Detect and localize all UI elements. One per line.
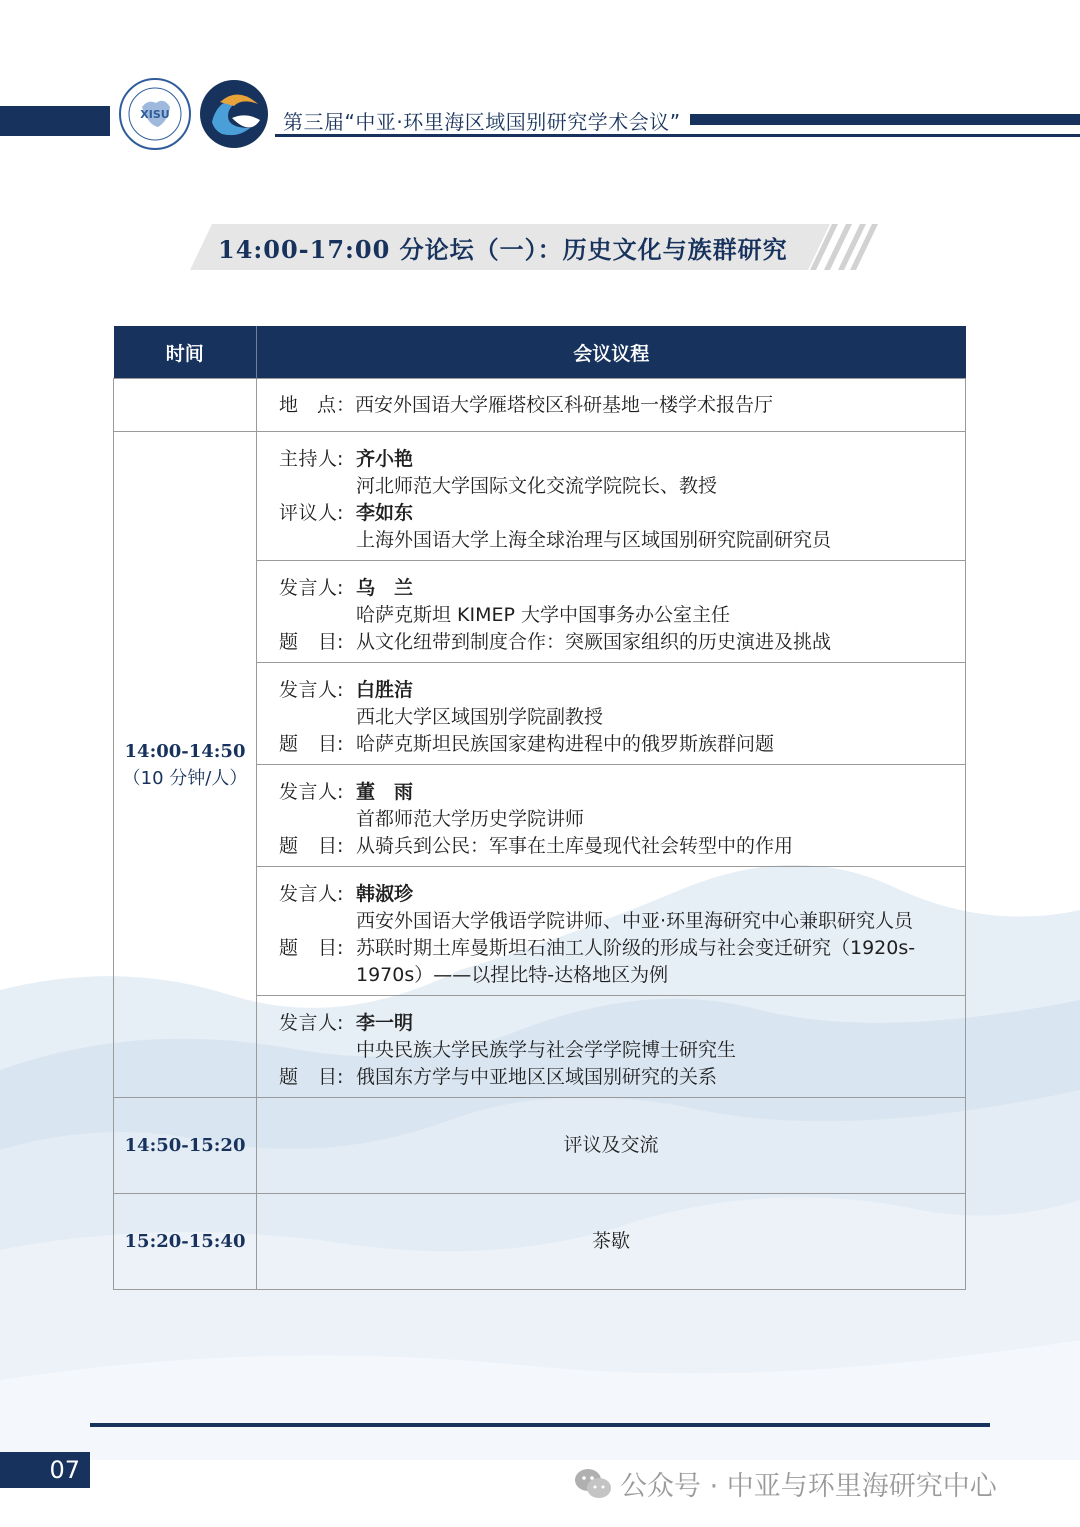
commentator-name: 李如东 bbox=[356, 502, 414, 524]
location-value: 西安外国语大学雁塔校区科研基地一楼学术报告厅 bbox=[355, 394, 774, 416]
speaker-name: 李一明 bbox=[356, 1012, 414, 1034]
speaker-block: 发言人: 李一明 中央民族大学民族学与社会学学院博士研究生 题目: 俄国东方学与中亚地区区域国别研究的关系 bbox=[257, 996, 966, 1098]
wechat-icon bbox=[574, 1468, 612, 1500]
label-speaker: 发言人 bbox=[279, 679, 337, 701]
header-rule-thin bbox=[275, 134, 1080, 137]
label-speaker: 发言人 bbox=[279, 577, 337, 599]
label-speaker: 发言人 bbox=[279, 883, 337, 905]
table-row-discussion bbox=[114, 1098, 966, 1194]
speaker-affiliation: 西安外国语大学俄语学院讲师、中亚·环里海研究中心兼职研究人员 bbox=[356, 910, 914, 932]
speaker-topic: 从骑兵到公民：军事在土库曼现代社会转型中的作用 bbox=[356, 835, 794, 857]
discussion-item: 评议及交流 bbox=[257, 1098, 966, 1194]
speaker-name: 董 雨 bbox=[356, 781, 414, 803]
speaker-affiliation: 哈萨克斯坦 KIMEP 大学中国事务办公室主任 bbox=[356, 604, 730, 626]
speaker-block: 发言人: 白胜洁 西北大学区域国别学院副教授 题目: 哈萨克斯坦民族国家建构进程中的俄罗斯族群问题 bbox=[257, 663, 966, 765]
session-time-cell bbox=[114, 432, 257, 1098]
header-accent-bar bbox=[0, 106, 110, 136]
conference-title: 第三届“中亚·环里海区域国别研究学术会议” bbox=[283, 110, 681, 134]
tea-break-time-cell bbox=[114, 1194, 257, 1290]
label-speaker: 发言人 bbox=[279, 1012, 337, 1034]
header-agenda: 会议议程 bbox=[257, 326, 966, 379]
speaker-affiliation: 西北大学区域国别学院副教授 bbox=[356, 706, 604, 728]
host-block: 主持人: 齐小艳 河北师范大学国际文化交流学院院长、教授 评议人: 李如东 上海外国语大学上海全球治理与区域国别研究院副研究员 bbox=[257, 432, 966, 561]
watermark-text: 公众号 · 中亚与环里海研究中心 bbox=[620, 1471, 997, 1502]
location-cell bbox=[257, 379, 966, 432]
speaker-affiliation: 中央民族大学民族学与社会学学院博士研究生 bbox=[356, 1039, 737, 1061]
table-row-location bbox=[114, 379, 966, 432]
speaker-block: 发言人: 董 雨 首都师范大学历史学院讲师 题目: 从骑兵到公民：军事在土库曼现代社会转型中的作用 bbox=[257, 765, 966, 867]
label-topic: 题目 bbox=[279, 733, 337, 755]
discussion-time: 14:50-15:20 bbox=[124, 1135, 246, 1156]
session-duration: （10 分钟/人） bbox=[122, 767, 248, 789]
label-speaker: 发言人 bbox=[279, 781, 337, 803]
empty-time-cell bbox=[114, 379, 257, 432]
speaker-topic: 俄国东方学与中亚地区区域国别研究的关系 bbox=[356, 1066, 718, 1088]
label-host: 主持人 bbox=[279, 448, 337, 470]
speaker-topic: 苏联时期土库曼斯坦石油工人阶级的形成与社会变迁研究（1920s-1970s）——以捏比特-达格地区为例 bbox=[356, 937, 916, 986]
label-topic: 题目 bbox=[279, 1066, 337, 1088]
table-row-tea-break bbox=[114, 1194, 966, 1290]
banner-stripes bbox=[808, 224, 878, 270]
speaker-name: 白胜洁 bbox=[356, 679, 414, 701]
label-topic: 题目 bbox=[279, 835, 337, 857]
speaker-block: 发言人: 乌 兰 哈萨克斯坦 KIMEP 大学中国事务办公室主任 题目: 从文化纽带到制度合作：突厥国家组织的历史演进及挑战 bbox=[257, 561, 966, 663]
center-swirl-logo bbox=[198, 78, 270, 150]
header-time: 时间 bbox=[114, 326, 257, 379]
agenda-table bbox=[113, 326, 966, 1290]
label-topic: 题目 bbox=[279, 937, 337, 959]
speaker-name: 乌 兰 bbox=[356, 577, 414, 599]
speaker-name: 韩淑珍 bbox=[356, 883, 414, 905]
svg-text:XISU: XISU bbox=[140, 108, 170, 121]
speaker-topic: 哈萨克斯坦民族国家建构进程中的俄罗斯族群问题 bbox=[356, 733, 775, 755]
speaker-affiliation: 首都师范大学历史学院讲师 bbox=[356, 808, 585, 830]
location-label: 地 点： bbox=[279, 394, 356, 416]
wechat-watermark bbox=[574, 1464, 997, 1503]
host-title: 河北师范大学国际文化交流学院院长、教授 bbox=[356, 475, 718, 497]
session-title: 14:00-17:00 分论坛（一）：历史文化与族群研究 bbox=[218, 235, 788, 264]
speaker-block: 发言人: 韩淑珍 西安外国语大学俄语学院讲师、中亚·环里海研究中心兼职研究人员 题目: 苏联时期土库曼斯坦石油工人阶级的形成与社会变迁研究（1920s-1970s）——以捏比特-达格地区为例 bbox=[257, 867, 966, 996]
host-name: 齐小艳 bbox=[356, 448, 414, 470]
speaker-topic: 从文化纽带到制度合作：突厥国家组织的历史演进及挑战 bbox=[356, 631, 832, 653]
page-number: 07 bbox=[0, 1452, 90, 1488]
label-topic: 题目 bbox=[279, 631, 337, 653]
session-time: 14:00-14:50 bbox=[124, 740, 246, 762]
header-rule-thick bbox=[690, 114, 1080, 125]
tea-break-time: 15:20-15:40 bbox=[124, 1231, 246, 1252]
commentator-title: 上海外国语大学上海全球治理与区域国别研究院副研究员 bbox=[356, 529, 832, 551]
tea-break-item: 茶歇 bbox=[257, 1194, 966, 1290]
table-row-host bbox=[114, 432, 966, 561]
footer-rule bbox=[90, 1423, 990, 1427]
label-commentator: 评议人 bbox=[279, 502, 337, 524]
university-seal-logo bbox=[118, 77, 192, 151]
discussion-time-cell bbox=[114, 1098, 257, 1194]
